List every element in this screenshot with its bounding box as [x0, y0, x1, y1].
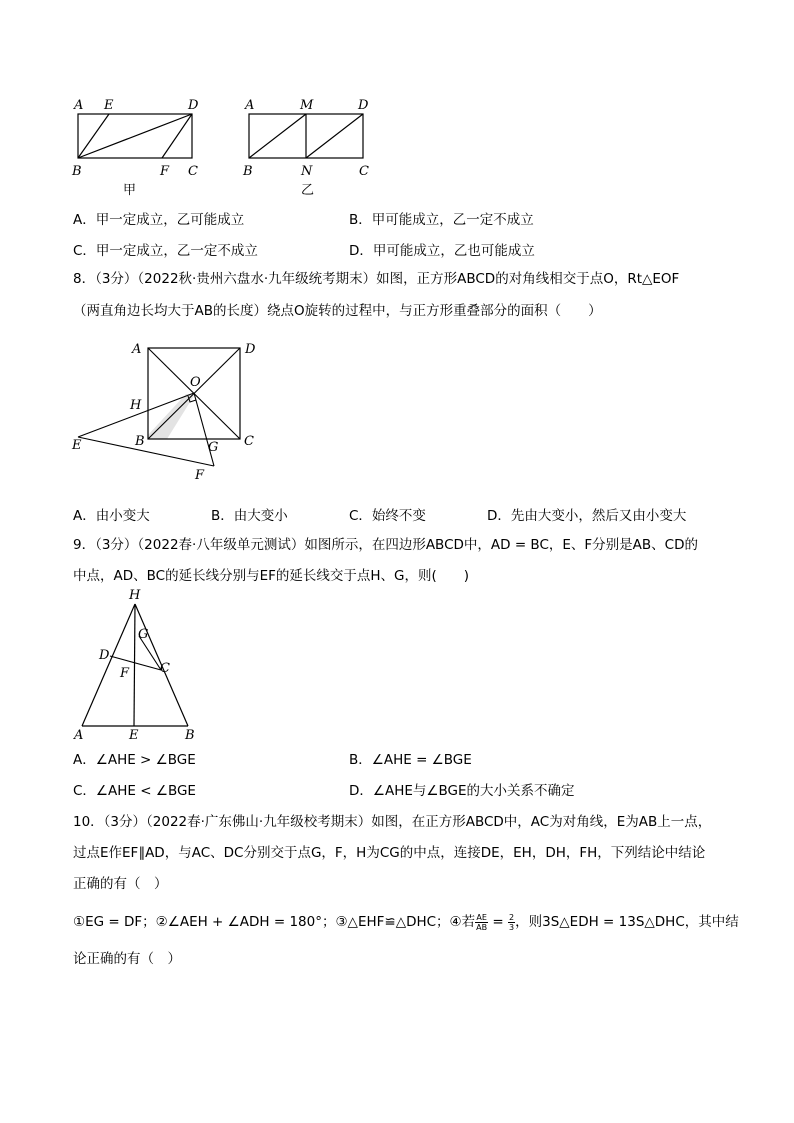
- label-D: D: [188, 98, 199, 113]
- frac2-numerator: 2: [509, 912, 515, 922]
- q10-conclusions-line: [73, 912, 739, 932]
- q8-option-c: C．始终不变: [349, 508, 426, 524]
- q7-option-d: D．甲可能成立，乙也可能成立: [349, 243, 535, 259]
- label-A: A: [132, 342, 142, 357]
- q10-stem-line3: 正确的有（ ）: [73, 876, 168, 892]
- label-M: M: [300, 98, 314, 113]
- q8-stem-line2: （两直角边长均大于AB的长度）绕点O旋转的过程中，与正方形重叠部分的面积（ ）: [73, 303, 602, 319]
- label-C: C: [244, 434, 254, 449]
- label-B: B: [72, 164, 82, 179]
- q9-stem-line1: 9．（3分）（2022春·八年级单元测试）如图所示，在四边形ABCD中，AD = BC，E、F分别是AB、CD的: [73, 537, 698, 553]
- q10-stem-line2: 过点E作EF∥AD，与AC、DC分别交于点G，F，H为CG的中点，连接DE，EH，DH，FH，下列结论中结论: [73, 845, 706, 861]
- label-A: A: [245, 98, 255, 113]
- label-B: B: [135, 434, 145, 449]
- q9-option-a: A．∠AHE > ∠BGE: [73, 752, 196, 768]
- q9-figure: [68, 586, 208, 744]
- frac-denominator: AB: [476, 922, 488, 932]
- frac2-denominator: 3: [509, 922, 515, 932]
- q7-option-a: A．甲一定成立，乙可能成立: [73, 212, 245, 228]
- label-D: D: [358, 98, 369, 113]
- caption-yi: 乙: [301, 183, 315, 198]
- label-N: N: [301, 164, 313, 179]
- label-C: C: [160, 661, 170, 676]
- label-F: F: [120, 666, 130, 681]
- q7-figure-jia: [68, 92, 208, 200]
- q10-stem-line1: 10．（3分）（2022春·广东佛山·九年级校考期末）如图，在正方形ABCD中，AC为对角线，E为AB上一点，: [73, 814, 712, 830]
- q10-stem-line5: 论正确的有（ ）: [73, 951, 181, 967]
- frac-numerator: AE: [476, 912, 487, 922]
- label-A: A: [74, 728, 84, 743]
- label-D: D: [245, 342, 256, 357]
- q8-option-d: D．先由大变小，然后又由小变大: [487, 508, 687, 524]
- label-E: E: [129, 728, 139, 743]
- q8-figure-main: [64, 336, 274, 488]
- label-H: H: [129, 588, 141, 603]
- q10-conclusions-part1: ①EG = DF；②∠AEH + ∠ADH = 180°；③△EHF≌△DHC；④若: [73, 914, 476, 930]
- label-O: O: [190, 375, 201, 390]
- label-A: A: [74, 98, 84, 113]
- frac-equals: =: [488, 914, 509, 930]
- label-F: F: [160, 164, 170, 179]
- label-E: E: [72, 438, 82, 453]
- label-D: D: [99, 648, 110, 663]
- q8-option-b: B．由大变小: [211, 508, 288, 524]
- label-C: C: [188, 164, 198, 179]
- label-G: G: [208, 440, 219, 455]
- q7-option-c: C．甲一定成立，乙一定不成立: [73, 243, 258, 259]
- label-G: G: [138, 627, 149, 642]
- q8-stem-line1: 8．（3分）（2022秋·贵州六盘水·九年级统考期末）如图，正方形ABCD的对角线相交于点O，Rt△EOF: [73, 271, 680, 287]
- q7-option-b: B．甲可能成立，乙一定不成立: [349, 212, 534, 228]
- q8-option-a: A．由小变大: [73, 508, 150, 524]
- label-B: B: [243, 164, 253, 179]
- caption-jia: 甲: [123, 183, 137, 198]
- fraction-ae-ab: [475, 913, 488, 932]
- label-C: C: [359, 164, 369, 179]
- label-F: F: [195, 468, 205, 483]
- q9-stem-line2: 中点，AD、BC的延长线分别与EF的延长线交于点H、G，则( ): [73, 568, 470, 584]
- q7-figure-yi: [238, 92, 378, 200]
- q9-option-b: B．∠AHE = ∠BGE: [349, 752, 472, 768]
- label-H: H: [130, 398, 142, 413]
- label-B: B: [185, 728, 195, 743]
- q9-option-d: D．∠AHE与∠BGE的大小关系不确定: [349, 783, 575, 799]
- q10-conclusions-part2: ，则3S△EDH = 13S△DHC，其中结: [515, 914, 739, 930]
- q9-option-c: C．∠AHE < ∠BGE: [73, 783, 196, 799]
- label-E: E: [104, 98, 114, 113]
